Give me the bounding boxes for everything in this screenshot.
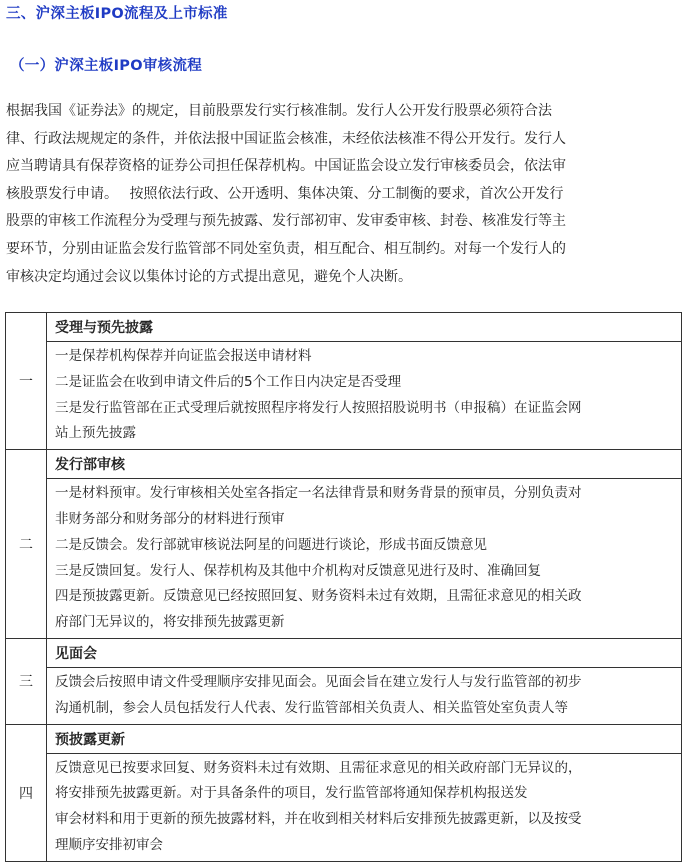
step-line: 审会材料和用于更新的预先披露材料，并在收到相关材料后安排预先披露更新，以及按受 (55, 811, 582, 828)
step-number: 一 (6, 313, 47, 450)
table-row (6, 638, 682, 667)
step-line: 府部门无异议的，将安排预先披露更新 (55, 614, 285, 631)
intro-line: 核股票发行申请。 按照依法行政、公开透明、集体决策、分工制衡的要求，首次公开发行 (6, 185, 564, 202)
table-row (6, 342, 682, 450)
step-description (47, 753, 682, 861)
intro-line: 审核决定均通过会议以集体讨论的方式提出意见，避免个人决断。 (6, 268, 412, 285)
section-heading: 三、沪深主板IPO流程及上市标准 (6, 6, 228, 22)
step-line: 将安排预先披露更新。对于具备条件的项目，发行监管部将通知保荐机构报送发 (55, 785, 528, 802)
step-line: 二是证监会在收到申请文件后的5个工作日内决定是否受理 (55, 373, 402, 390)
intro-line: 要环节，分别由证监会发行监管部不同处室负责，相互配合、相互制约。对每一个发行人的 (6, 240, 566, 257)
step-line: 三是发行监管部在正式受理后就按照程序将发行人按照招股说明书（申报稿）在证监会网 (55, 399, 582, 416)
step-number: 四 (6, 724, 47, 861)
step-line: 非财务部分和财务部分的材料进行预审 (55, 510, 285, 527)
step-title: 受理与预先披露 (47, 313, 682, 342)
intro-line: 股票的审核工作流程分为受理与预先披露、发行部初审、发审委审核、封卷、核准发行等主 (6, 213, 566, 230)
step-line: 一是保荐机构保荐并向证监会报送申请材料 (55, 348, 312, 364)
intro-line: 根据我国《证券法》的规定，目前股票发行实行核准制。发行人公开发行股票必须符合法 (6, 103, 552, 119)
subsection-heading: （一）沪深主板IPO审核流程 (10, 58, 203, 74)
step-title: 发行部审核 (47, 450, 682, 479)
table-row (6, 313, 682, 342)
step-description (47, 479, 682, 639)
step-line: 站上预先披露 (55, 425, 136, 442)
step-line: 四是预披露更新。反馈意见已经按照回复、财务资料未过有效期，且需征求意见的相关政 (55, 588, 582, 605)
step-line: 一是材料预审。发行审核相关处室各指定一名法律背景和财务背景的预审员，分别负责对 (55, 485, 582, 502)
intro-line: 应当聘请具有保荐资格的证券公司担任保荐机构。中国证监会设立发行审核委员会，依法审 (6, 158, 566, 175)
step-description (47, 342, 682, 450)
step-number: 三 (6, 638, 47, 724)
step-line: 三是反馈回复。发行人、保荐机构及其他中介机构对反馈意见进行及时、准确回复 (55, 562, 541, 579)
table-row (6, 450, 682, 479)
table-row (6, 724, 682, 753)
ipo-process-table (5, 312, 682, 862)
table-row (6, 753, 682, 861)
intro-line: 律、行政法规规定的条件，并依法报中国证监会核准，未经依法核准不得公开发行。发行人 (6, 130, 566, 147)
step-line: 二是反馈会。发行部就审核说法阿星的问题进行谈论，形成书面反馈意见 (55, 536, 487, 553)
table-row (6, 479, 682, 639)
step-line: 反馈会后按照申请文件受理顺序安排见面会。见面会旨在建立发行人与发行监管部的初步 (55, 673, 582, 690)
step-title: 预披露更新 (47, 724, 682, 753)
step-number: 二 (6, 450, 47, 639)
step-line: 理顺序安排初审会 (55, 836, 163, 853)
table-row (6, 667, 682, 724)
step-description (47, 667, 682, 724)
intro-paragraph (6, 98, 684, 291)
step-title: 见面会 (47, 638, 682, 667)
step-line: 沟通机制，参会人员包括发行人代表、发行监管部相关负责人、相关监管处室负责人等 (55, 699, 568, 716)
step-line: 反馈意见已按要求回复、财务资料未过有效期、且需征求意见的相关政府部门无异议的， (55, 759, 582, 776)
